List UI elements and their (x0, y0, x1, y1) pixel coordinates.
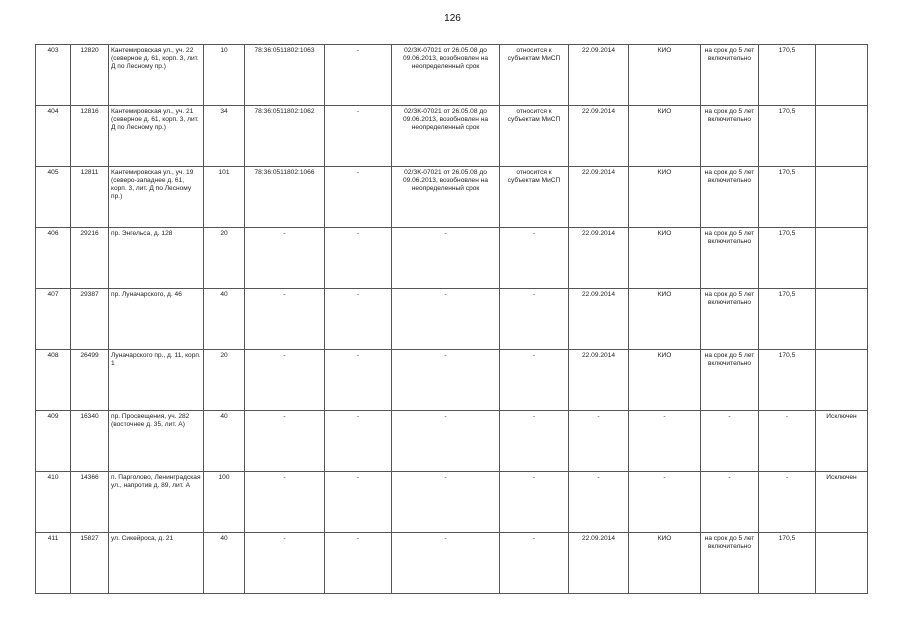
cell-decision-date: 22.09.2014 (569, 350, 629, 411)
cell-lease-term: на срок до 5 лет включительно (701, 533, 759, 594)
cell-contract: - (392, 472, 500, 533)
cell-decision-date: 22.09.2014 (569, 45, 629, 106)
cell-note (816, 350, 868, 411)
cell-rate: 170,5 (759, 350, 816, 411)
cell-note (816, 106, 868, 167)
cell-row-number: 407 (36, 289, 71, 350)
cell-address: пр. Просвещения, уч. 282 (восточнее д. 35, лит. А) (109, 411, 204, 472)
cell-row-number: 410 (36, 472, 71, 533)
table-row (36, 411, 868, 472)
table-row (36, 106, 868, 167)
cell-extra-info: - (325, 45, 392, 106)
cell-authority: - (629, 411, 701, 472)
cell-rate: 170,5 (759, 533, 816, 594)
cell-authority: КИО (629, 106, 701, 167)
cell-area: 20 (204, 228, 245, 289)
cell-extra-info: - (325, 228, 392, 289)
cell-cadastral-number: 78:36:0511802:1066 (245, 167, 325, 228)
cell-lease-term: - (701, 472, 759, 533)
cell-area: 10 (204, 45, 245, 106)
cell-row-number: 404 (36, 106, 71, 167)
cell-lease-term: на срок до 5 лет включительно (701, 106, 759, 167)
table-row (36, 45, 868, 106)
cell-area: 20 (204, 350, 245, 411)
cell-rate: - (759, 472, 816, 533)
cell-area: 100 (204, 472, 245, 533)
cell-row-number: 403 (36, 45, 71, 106)
cell-extra-info: - (325, 411, 392, 472)
cell-row-number: 408 (36, 350, 71, 411)
cell-decision-date: - (569, 472, 629, 533)
cell-decision-date: 22.09.2014 (569, 289, 629, 350)
page-number: 126 (444, 13, 461, 24)
cell-row-number: 411 (36, 533, 71, 594)
cell-rate: - (759, 411, 816, 472)
cell-area: 40 (204, 411, 245, 472)
cell-authority: КИО (629, 45, 701, 106)
cell-note (816, 289, 868, 350)
table-row (36, 533, 868, 594)
cell-rate: 170,5 (759, 228, 816, 289)
cell-contract: 02/ЗК-07021 от 26.05.08 до 09.06.2013, возобновлен на неопределенный срок (392, 167, 500, 228)
cell-rate: 170,5 (759, 106, 816, 167)
cell-smb-status: - (500, 472, 569, 533)
cell-smb-status: относится к субъектам МиСП (500, 45, 569, 106)
cell-authority: КИО (629, 289, 701, 350)
cell-area: 40 (204, 533, 245, 594)
cell-extra-info: - (325, 472, 392, 533)
cell-decision-date: 22.09.2014 (569, 106, 629, 167)
cell-row-number: 405 (36, 167, 71, 228)
cell-rate: 170,5 (759, 167, 816, 228)
cell-note (816, 167, 868, 228)
cell-area: 40 (204, 289, 245, 350)
cell-lease-term: - (701, 411, 759, 472)
cell-decision-date: 22.09.2014 (569, 167, 629, 228)
cell-address: Кантемировская ул., уч. 22 (северное д. 61, корп. 3, лит. Д по Лесному пр.) (109, 45, 204, 106)
table-row (36, 350, 868, 411)
cell-contract: - (392, 411, 500, 472)
cell-note: Исключен (816, 472, 868, 533)
cell-smb-status: - (500, 350, 569, 411)
cell-authority: КИО (629, 167, 701, 228)
cell-decision-date: 22.09.2014 (569, 228, 629, 289)
cell-decision-date: - (569, 411, 629, 472)
table-row (36, 289, 868, 350)
cell-cadastral-number: - (245, 289, 325, 350)
cell-smb-status: - (500, 533, 569, 594)
cell-extra-info: - (325, 350, 392, 411)
register-table (35, 44, 868, 594)
cell-contract: 02/ЗК-07021 от 26.05.08 до 09.06.2013, возобновлен на неопределенный срок (392, 45, 500, 106)
cell-extra-info: - (325, 167, 392, 228)
cell-object-id: 16340 (71, 411, 109, 472)
cell-address: п. Парголово, Ленинградская ул., напротив д. 89, лит. А (109, 472, 204, 533)
cell-note (816, 228, 868, 289)
cell-lease-term: на срок до 5 лет включительно (701, 350, 759, 411)
cell-lease-term: на срок до 5 лет включительно (701, 289, 759, 350)
cell-extra-info: - (325, 533, 392, 594)
cell-smb-status: - (500, 228, 569, 289)
cell-object-id: 26499 (71, 350, 109, 411)
cell-object-id: 12816 (71, 106, 109, 167)
cell-cadastral-number: - (245, 472, 325, 533)
cell-authority: КИО (629, 533, 701, 594)
cell-rate: 170,5 (759, 289, 816, 350)
cell-object-id: 12820 (71, 45, 109, 106)
cell-lease-term: на срок до 5 лет включительно (701, 45, 759, 106)
cell-contract: - (392, 228, 500, 289)
cell-rate: 170,5 (759, 45, 816, 106)
cell-cadastral-number: - (245, 411, 325, 472)
cell-smb-status: относится к субъектам МиСП (500, 106, 569, 167)
table-row (36, 228, 868, 289)
cell-cadastral-number: - (245, 228, 325, 289)
cell-object-id: 15827 (71, 533, 109, 594)
cell-address: Кантемировская ул., уч. 19 (северо-западнее д. 61, корп. 3, лит. Д по Лесному пр.) (109, 167, 204, 228)
cell-contract: - (392, 533, 500, 594)
cell-row-number: 406 (36, 228, 71, 289)
cell-note (816, 533, 868, 594)
cell-cadastral-number: 78:36:0511802:1063 (245, 45, 325, 106)
cell-note (816, 45, 868, 106)
cell-lease-term: на срок до 5 лет включительно (701, 167, 759, 228)
cell-row-number: 409 (36, 411, 71, 472)
cell-area: 34 (204, 106, 245, 167)
cell-cadastral-number: 78:36:0511802:1062 (245, 106, 325, 167)
cell-area: 101 (204, 167, 245, 228)
cell-note: Исключен (816, 411, 868, 472)
cell-contract: - (392, 289, 500, 350)
cell-address: пр. Энгельса, д. 128 (109, 228, 204, 289)
cell-object-id: 29216 (71, 228, 109, 289)
cell-authority: КИО (629, 228, 701, 289)
cell-address: пр. Луначарского, д. 46 (109, 289, 204, 350)
cell-address: Кантемировская ул., уч. 21 (северное д. 61, корп. 3, лит. Д по Лесному пр.) (109, 106, 204, 167)
cell-lease-term: на срок до 5 лет включительно (701, 228, 759, 289)
cell-extra-info: - (325, 289, 392, 350)
table-row (36, 167, 868, 228)
cell-contract: - (392, 350, 500, 411)
cell-object-id: 12811 (71, 167, 109, 228)
cell-cadastral-number: - (245, 533, 325, 594)
table-row (36, 472, 868, 533)
cell-smb-status: - (500, 289, 569, 350)
cell-authority: - (629, 472, 701, 533)
cell-authority: КИО (629, 350, 701, 411)
cell-address: ул. Сикейроса, д. 21 (109, 533, 204, 594)
cell-object-id: 29387 (71, 289, 109, 350)
cell-object-id: 14366 (71, 472, 109, 533)
cell-smb-status: относится к субъектам МиСП (500, 167, 569, 228)
cell-cadastral-number: - (245, 350, 325, 411)
cell-decision-date: 22.09.2014 (569, 533, 629, 594)
register-rows (36, 45, 868, 594)
cell-smb-status: - (500, 411, 569, 472)
cell-address: Луначарского пр., д. 11, корп. 1 (109, 350, 204, 411)
cell-contract: 02/ЗК-07021 от 26.05.08 до 09.06.2013, возобновлен на неопределенный срок (392, 106, 500, 167)
cell-extra-info: - (325, 106, 392, 167)
